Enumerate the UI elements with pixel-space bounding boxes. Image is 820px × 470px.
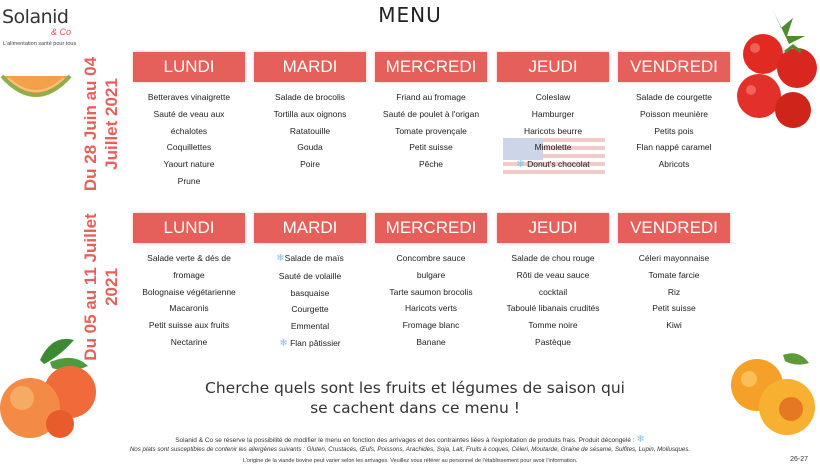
menu-item: Salade de courgette xyxy=(635,92,713,102)
menu-item: Prune xyxy=(177,175,201,186)
menu-item: Poire xyxy=(300,159,320,170)
menu-item: basquaise xyxy=(290,287,330,298)
page-number: 26-27 xyxy=(790,456,808,463)
menu-item: cocktail xyxy=(538,286,568,297)
day-header: MERCREDI xyxy=(375,213,487,243)
menu-item: Salade de chou rouge xyxy=(511,253,595,263)
day-column xyxy=(254,52,366,173)
footer-disclaimer-text: Solanid & Co se réserve la possibilité de modifier le menu en fonction des arrivages et des contraintes liées à l'exploitation de produits frais. Produit décongelé : xyxy=(175,437,635,444)
menu-item-frozen xyxy=(497,156,609,174)
menu-item: Petit suisse xyxy=(409,142,453,153)
season-message-line-1: Cherche quels sont les fruits et légumes de saison qui xyxy=(205,379,625,397)
day-header: MERCREDI xyxy=(375,52,487,82)
day-header: MARDI xyxy=(254,52,366,82)
menu-item: Petit suisse aux fruits xyxy=(148,320,230,331)
day-header: JEUDI xyxy=(497,213,609,243)
snowflake-icon: ❄ xyxy=(279,337,288,349)
menu-item: Haricots verts xyxy=(405,303,457,314)
day-header: LUNDI xyxy=(133,213,245,243)
menu-item: Mimolette xyxy=(534,142,572,153)
menu-item: Coleslaw xyxy=(535,92,571,102)
menu-item: Emmental xyxy=(290,321,330,332)
menu-item: Banane xyxy=(416,336,446,347)
menu-item: échalotes xyxy=(170,125,208,136)
snowflake-icon: ❄ xyxy=(276,253,285,264)
menu-item: fromage xyxy=(173,269,205,280)
menu-item: Abricots xyxy=(658,159,690,170)
page-title: MENU xyxy=(378,3,442,27)
menu-item: Haricots beurre xyxy=(523,125,583,136)
footer-allergens: Nos plats sont susceptibles de contenir les allergènes suivants : Gluten, Crustacés, Œufs, Poissons, Arachides, Soja, Lait, Fruits à coques, Céleri, Moutarde, Graine de sésame, Sulfites, Lupin, Mollusques. xyxy=(129,446,691,453)
menu-item: Bolognaise végétarienne xyxy=(142,286,236,297)
menu-item: Salade verte & dés de xyxy=(147,253,231,263)
season-message xyxy=(160,378,670,418)
day-column xyxy=(497,52,609,174)
menu-item: Salade de brocolis xyxy=(275,92,345,102)
day-column xyxy=(497,213,609,351)
day-column xyxy=(133,213,245,351)
day-header: VENDREDI xyxy=(618,52,730,82)
menu-item: Macaronis xyxy=(169,303,209,314)
menu-item: Riz xyxy=(667,286,681,297)
menu-item: Sauté de veau aux xyxy=(153,108,225,119)
week-2-label: Du 05 au 11 Juillet 2021 xyxy=(81,213,121,361)
apricots-icon xyxy=(725,345,820,440)
menu-item: Friand au fromage xyxy=(396,92,466,102)
day-column xyxy=(133,52,245,190)
menu-item: Sauté de poulet à l'origan xyxy=(382,108,480,119)
menu-item: Sauté de volaille xyxy=(278,270,342,281)
logo-co: & Co xyxy=(51,27,72,37)
menu-item: Gouda xyxy=(297,142,323,153)
footer-disclaimer xyxy=(0,434,820,445)
snowflake-icon: ❄ xyxy=(516,159,525,171)
menu-item: Flan nappé caramel xyxy=(636,142,712,153)
menu-item: Concombre sauce xyxy=(396,253,466,263)
menu-item: Petit suisse xyxy=(652,303,696,314)
footer-origin: L'origine de la viande bovine peut varier selon les arrivages. Veuillez vous référer au personnel de l'établissement pour avoir l'information. xyxy=(242,458,578,464)
day-column xyxy=(375,213,487,351)
menu-item: Pêche xyxy=(418,159,444,170)
menu-item: Tomate farcie xyxy=(648,269,700,280)
menu-item-frozen xyxy=(254,335,366,353)
peaches-icon xyxy=(0,330,105,442)
menu-item-text: Donut's chocolat xyxy=(527,159,590,170)
menu-item: Tomme noire xyxy=(528,320,578,331)
week-1-label: Du 28 Juin au 04 Juillet 2021 xyxy=(81,56,121,192)
menu-item: Céleri mayonnaise xyxy=(638,253,710,263)
menu-item: Taboulé libanais crudités xyxy=(506,303,600,314)
menu-item: Nectarine xyxy=(170,336,208,347)
menu-item-frozen xyxy=(254,250,366,268)
menu-item: Rôti de veau sauce xyxy=(516,269,590,280)
menu-item: Hamburger xyxy=(531,108,575,119)
day-column xyxy=(375,52,487,173)
day-column xyxy=(254,213,366,353)
menu-item: Petits pois xyxy=(654,125,694,136)
menu-item: bulgare xyxy=(416,269,446,280)
menu-item-text: Flan pâtissier xyxy=(290,337,341,348)
logo-tagline: L'alimentation santé pour tous xyxy=(3,41,77,47)
menu-item: Ratatouille xyxy=(289,125,331,136)
menu-item: Kiwi xyxy=(666,320,682,331)
day-column xyxy=(618,52,730,173)
day-column xyxy=(618,213,730,334)
snowflake-icon: ❄ xyxy=(636,434,645,445)
menu-item: Tarte saumon brocolis xyxy=(389,286,473,297)
day-header: LUNDI xyxy=(133,52,245,82)
menu-item: Tomate provençale xyxy=(395,125,467,136)
melon-icon xyxy=(0,70,72,108)
menu-item: Yaourt nature xyxy=(163,159,215,170)
tomatoes-icon xyxy=(733,6,820,136)
menu-item: Pastèque xyxy=(535,336,571,347)
menu-item: Poisson meunière xyxy=(639,108,709,119)
menu-item: Courgette xyxy=(291,304,329,315)
menu-item: Tortilla aux oignons xyxy=(273,108,347,119)
menu-item: Betteraves vinaigrette xyxy=(147,92,231,102)
season-message-line-2: se cachent dans ce menu ! xyxy=(310,399,520,417)
menu-item-text: Salade de maïs xyxy=(284,253,344,263)
menu-item: Coquillettes xyxy=(166,142,212,153)
logo-name: Solanid xyxy=(2,6,69,28)
day-header: VENDREDI xyxy=(618,213,730,243)
menu-item: Fromage blanc xyxy=(402,320,460,331)
day-header: JEUDI xyxy=(497,52,609,82)
day-header: MARDI xyxy=(254,213,366,243)
